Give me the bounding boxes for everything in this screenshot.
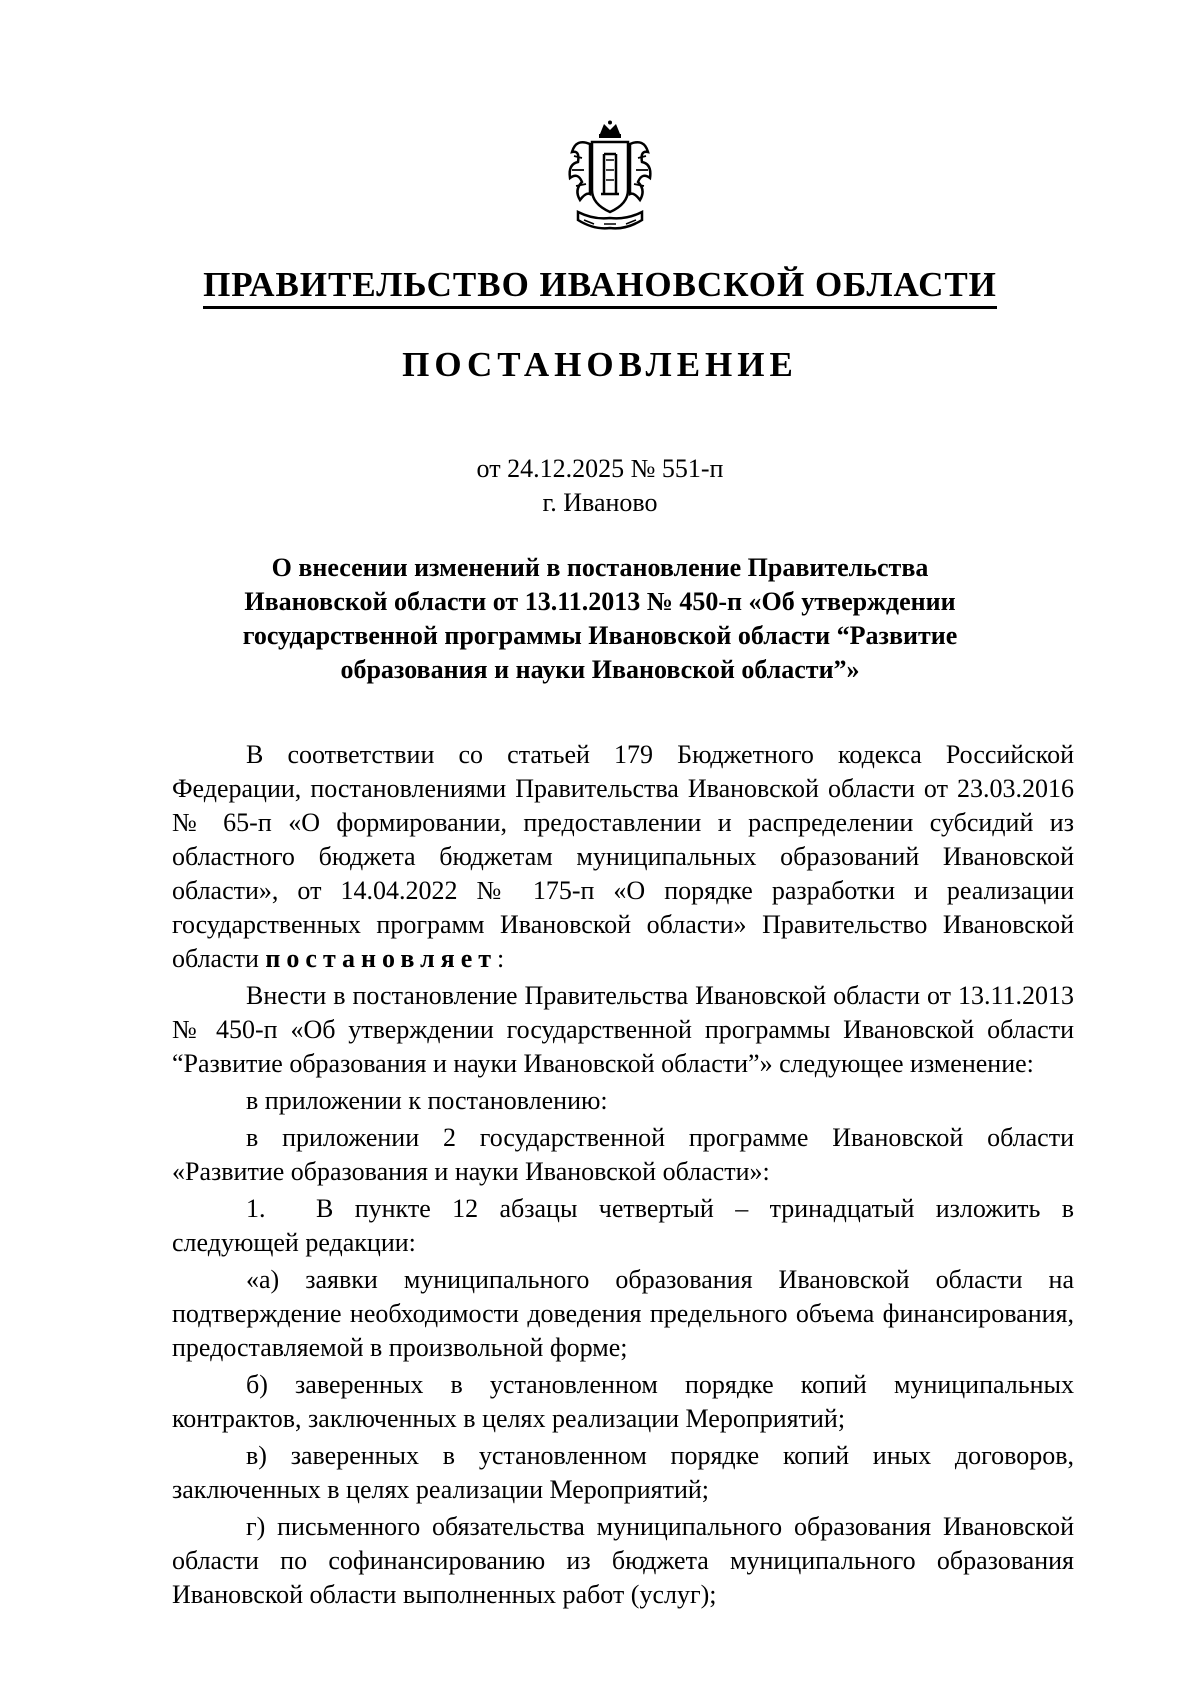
document-body: [172, 738, 1074, 1615]
subject-line: Ивановской области от 13.11.2013 № 450-п «Об утверждении: [244, 587, 956, 616]
government-title: [0, 265, 1200, 305]
subject-line: О внесении изменений в постановление Правительства: [271, 553, 929, 582]
item-text: В пункте 12 абзацы четвертый – тринадцатый изложить в следующей редакции:: [172, 1194, 1074, 1257]
item-number: 1.: [246, 1194, 266, 1223]
paragraph-subitem-g: г) письменного обязательства муниципального образования Ивановской области по софинансированию из бюджета муниципального образования Ивановской области выполненных работ (услуг);: [172, 1512, 1074, 1609]
preamble-end: :: [497, 944, 505, 973]
paragraph-amendment: Внести в постановление Правительства Ивановской области от 13.11.2013 № 450-п «Об утверждении государственной программы Ивановской области “Развитие образования и науки Ивановской области”» следующее изменение:: [172, 981, 1074, 1078]
paragraph-subitem-v: в) заверенных в установленном порядке копий иных договоров, заключенных в целях реализации Мероприятий;: [172, 1441, 1074, 1504]
paragraph-appendix: в приложении к постановлению:: [246, 1086, 608, 1115]
document-city: г. Иваново: [542, 488, 658, 517]
subject-line: государственной программы Ивановской области “Развитие: [242, 621, 958, 650]
paragraph-preamble: [172, 738, 1074, 976]
document-subject: [170, 551, 1030, 687]
paragraph-appendix-2: в приложении 2 государственной программе Ивановской области «Развитие образования и науки Ивановской области»:: [172, 1123, 1074, 1186]
document-date-number: от 24.12.2025 № 551-п: [476, 454, 724, 483]
subject-line: образования и науки Ивановской области”»: [340, 655, 860, 684]
preamble-text: В соответствии со статьей 179 Бюджетного кодекса Российской Федерации, постановлениями Правительства Ивановской области от 23.03.2016 № 65-п «О формировании, предоставлении и распределении субсидий из областного бюджета бюджетам муниципальных образований Ивановской области», от 14.04.2022 № 175-п «О порядке разработки и реализации государственных программ Ивановской области» Правительство Ивановской области: [172, 740, 1074, 973]
resolves-keyword: постановляет: [265, 944, 498, 973]
government-title-text: ПРАВИТЕЛЬСТВО ИВАНОВСКОЙ ОБЛАСТИ: [203, 265, 997, 309]
paragraph-item-1: [172, 1192, 1074, 1260]
coat-of-arms-icon: [560, 120, 660, 235]
paragraph-subitem-a: «а) заявки муниципального образования Ивановской области на подтверждение необходимости доведения предельного объема финансирования, предоставляемой в произвольной форме;: [172, 1265, 1074, 1362]
paragraph-subitem-b: б) заверенных в установленном порядке копий муниципальных контрактов, заключенных в целях реализации Мероприятий;: [172, 1370, 1074, 1433]
document-type: ПОСТАНОВЛЕНИЕ: [402, 345, 798, 384]
